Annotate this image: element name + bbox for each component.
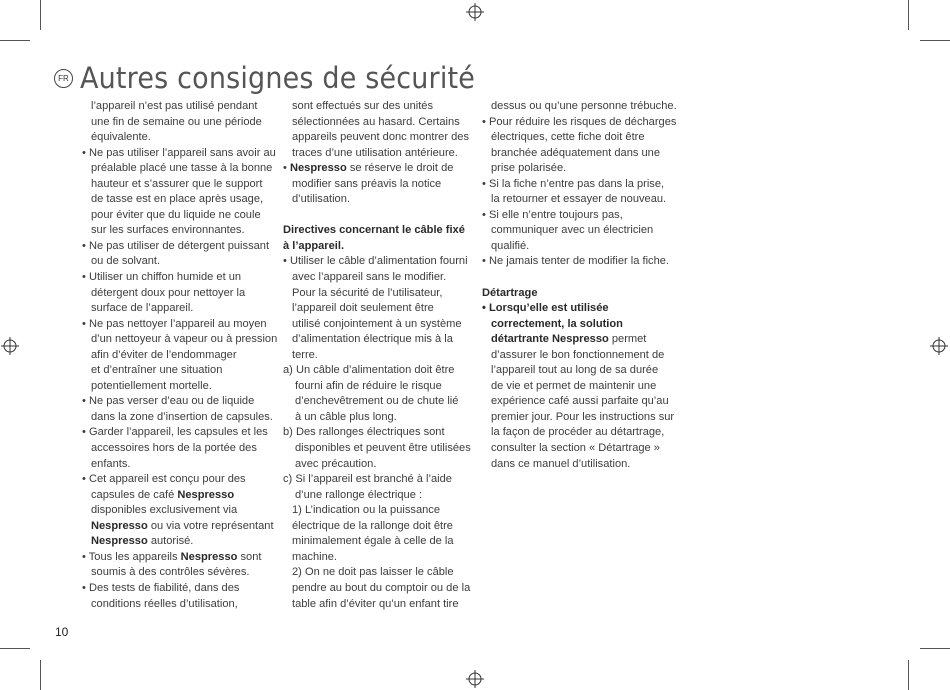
text-line: traces d’une utilisation antérieure. <box>292 146 458 159</box>
text-line: la façon de procéder au détartrage, <box>491 426 665 439</box>
text-line: b) Des rallonges électriques sont <box>283 426 445 439</box>
text-line: disponibles exclusivement via <box>91 504 238 517</box>
text-line: • Garder l’appareil, les capsules et les <box>82 426 268 439</box>
text-line: enfants. <box>91 457 131 470</box>
text-line <box>82 519 277 535</box>
crop-mark <box>0 40 30 41</box>
text-run-bold: détartrante Nespresso <box>491 333 609 346</box>
text-run: se réserve le droit de <box>349 162 454 175</box>
page-header <box>54 60 505 96</box>
text-line: communiquer avec un électricien <box>491 224 654 237</box>
text-line: • Utiliser le câble d’alimentation fourni <box>283 255 468 268</box>
text-run: autorisé. <box>150 535 194 548</box>
text-line: table afin d’éviter qu’un enfant tire <box>292 597 459 610</box>
text-line: l’appareil doit seulement être <box>292 302 434 315</box>
text-line: • Utiliser un chiffon humide et un <box>82 271 242 284</box>
text-line: terre. <box>292 348 318 361</box>
text-line: branchée adéquatement dans une <box>491 146 661 159</box>
registration-mark-right <box>930 337 948 355</box>
brand-name: Nespresso <box>91 519 148 532</box>
text-line: premier jour. Pour les instructions sur <box>491 410 675 423</box>
text-line: dessus ou qu’une personne trébuche. <box>491 100 677 112</box>
crop-mark <box>40 660 41 690</box>
text-line: expérience café aussi parfaite qu’au <box>491 395 669 408</box>
section-heading-descaling: Détartrage <box>482 286 538 299</box>
text-column-3 <box>482 99 677 472</box>
brand-name: Nespresso <box>91 535 148 548</box>
text-line: Pour la sécurité de l’utilisateur, <box>292 286 443 299</box>
registration-mark-bottom <box>466 670 484 688</box>
text-line: machine. <box>292 550 338 563</box>
text-line: • Ne pas verser d’eau ou de liquide <box>82 395 255 408</box>
text-line: d’enchevêtrement ou de chute lié <box>295 395 459 408</box>
text-line: accessoires hors de la portée des <box>91 442 257 455</box>
section-heading-cable: à l’appareil. <box>283 239 345 252</box>
text-line: électrique de la rallonge doit être <box>292 519 453 532</box>
crop-mark <box>0 648 30 649</box>
text-line: afin d’éviter de l’endommager <box>91 348 237 361</box>
text-line: potentiellement mortelle. <box>91 379 212 392</box>
text-line: détergent doux pour nettoyer la <box>91 286 246 299</box>
bullet: • <box>283 162 287 175</box>
text-line: électriques, cette fiche doit être <box>491 131 645 144</box>
text-line <box>82 488 277 504</box>
text-line: conditions réelles d’utilisation, <box>91 597 238 610</box>
brand-name: Nespresso <box>180 550 238 563</box>
text-line: • Lorsqu’elle est utilisée <box>482 302 609 315</box>
text-line: appareils peuvent donc montrer des <box>292 131 469 144</box>
text-line: a) Un câble d’alimentation doit être <box>283 364 455 377</box>
section-heading-cable: Directives concernant le câble fixé <box>283 224 465 237</box>
text-line: qualifié. <box>491 239 530 252</box>
text-line: pendre au bout du comptoir ou de la <box>292 581 471 594</box>
text-line: 1) L’indication ou la puissance <box>292 504 441 517</box>
text-line: pour éviter que du liquide ne coule <box>91 208 261 221</box>
text-line: sont effectués sur des unités <box>292 100 434 112</box>
text-line: correctement, la solution <box>491 317 623 330</box>
text-line: • Cet appareil est conçu pour des <box>82 473 246 486</box>
text-line: hauteur et s’assurer que le support <box>91 177 263 190</box>
text-line: l’appareil tout au long de sa durée <box>491 364 659 377</box>
registration-mark-left <box>1 337 19 355</box>
text-line: c) Si l’appareil est branché à l’aide <box>283 473 452 486</box>
text-line: avec l’appareil sans le modifier. <box>292 271 447 284</box>
text-line: • Ne pas nettoyer l’appareil au moyen <box>82 317 267 330</box>
text-line: préalable placé une tasse à la bonne <box>91 162 273 175</box>
registration-mark-top <box>466 3 484 21</box>
text-line: la retourner et essayer de nouveau. <box>491 193 667 206</box>
text-line: surface de l’appareil. <box>91 302 194 315</box>
text-column-2 <box>283 99 471 612</box>
page-title: Autres consignes de sécurité <box>80 61 476 95</box>
crop-mark <box>40 0 41 30</box>
text-line: sur les surfaces environnantes. <box>91 224 245 237</box>
text-run: ou via votre représentant <box>150 519 274 532</box>
brand-name: Nespresso <box>289 162 347 175</box>
text-line: • Pour réduire les risques de décharges <box>482 115 677 128</box>
text-line <box>82 534 277 550</box>
text-line <box>82 550 277 566</box>
text-run: • Tous les appareils <box>82 550 178 563</box>
text-line: d’utilisation. <box>292 193 350 206</box>
text-line: de vie et permet de maintenir une <box>491 379 657 392</box>
text-line: avec précaution. <box>295 457 377 470</box>
text-line <box>482 332 677 348</box>
text-run: capsules de café <box>91 488 175 501</box>
crop-mark <box>920 40 950 41</box>
crop-mark <box>908 660 909 690</box>
text-line: utilisé conjointement à un système <box>292 317 462 330</box>
text-run: permet <box>611 333 647 346</box>
text-line: d’alimentation électrique mis à la <box>292 333 453 346</box>
text-line: soumis à des contrôles sévères. <box>91 566 250 579</box>
text-line: dans ce manuel d’utilisation. <box>491 457 631 470</box>
brand-name: Nespresso <box>177 488 235 501</box>
crop-mark <box>920 648 950 649</box>
text-line: 2) On ne doit pas laisser le câble <box>292 566 454 579</box>
text-line: consulter la section « Détartrage » <box>491 442 660 455</box>
text-line: disponibles et peuvent être utilisées <box>295 442 471 455</box>
text-line: d’un nettoyeur à vapeur ou à pression <box>91 333 278 346</box>
text-line: dans la zone d’insertion de capsules. <box>91 410 273 423</box>
page-number: 10 <box>55 625 69 639</box>
text-line: • Ne pas utiliser de détergent puissant <box>82 239 270 252</box>
text-line: • Des tests de fiabilité, dans des <box>82 581 240 594</box>
text-line: minimalement égale à celle de la <box>292 535 454 548</box>
text-line: l’appareil n’est pas utilisé pendant <box>91 100 258 112</box>
text-column-1 <box>82 99 277 612</box>
text-line: une fin de semaine ou une période <box>91 115 262 128</box>
text-line: ou de solvant. <box>91 255 161 268</box>
text-line: modifier sans préavis la notice <box>292 177 442 190</box>
text-line: et d’entraîner une situation <box>91 364 223 377</box>
text-line: équivalente. <box>91 131 151 144</box>
text-line: • Ne pas utiliser l’appareil sans avoir au <box>82 146 276 159</box>
text-line: prise polarisée. <box>491 162 567 175</box>
text-line: • Ne jamais tenter de modifier la fiche. <box>482 255 670 268</box>
crop-mark <box>908 0 909 30</box>
text-line <box>283 161 471 177</box>
text-line: à un câble plus long. <box>295 410 397 423</box>
text-line: sélectionnées au hasard. Certains <box>292 115 460 128</box>
text-run: sont <box>240 550 262 563</box>
text-line: fourni afin de réduire le risque <box>295 379 442 392</box>
text-line: • Si la fiche n’entre pas dans la prise, <box>482 177 665 190</box>
text-line: d’assurer le bon fonctionnement de <box>491 348 665 361</box>
text-line: d’une rallonge électrique : <box>295 488 423 501</box>
text-line: de tasse est en place après usage, <box>91 193 264 206</box>
text-line: • Si elle n’entre toujours pas, <box>482 208 623 221</box>
language-badge: FR <box>54 69 73 88</box>
